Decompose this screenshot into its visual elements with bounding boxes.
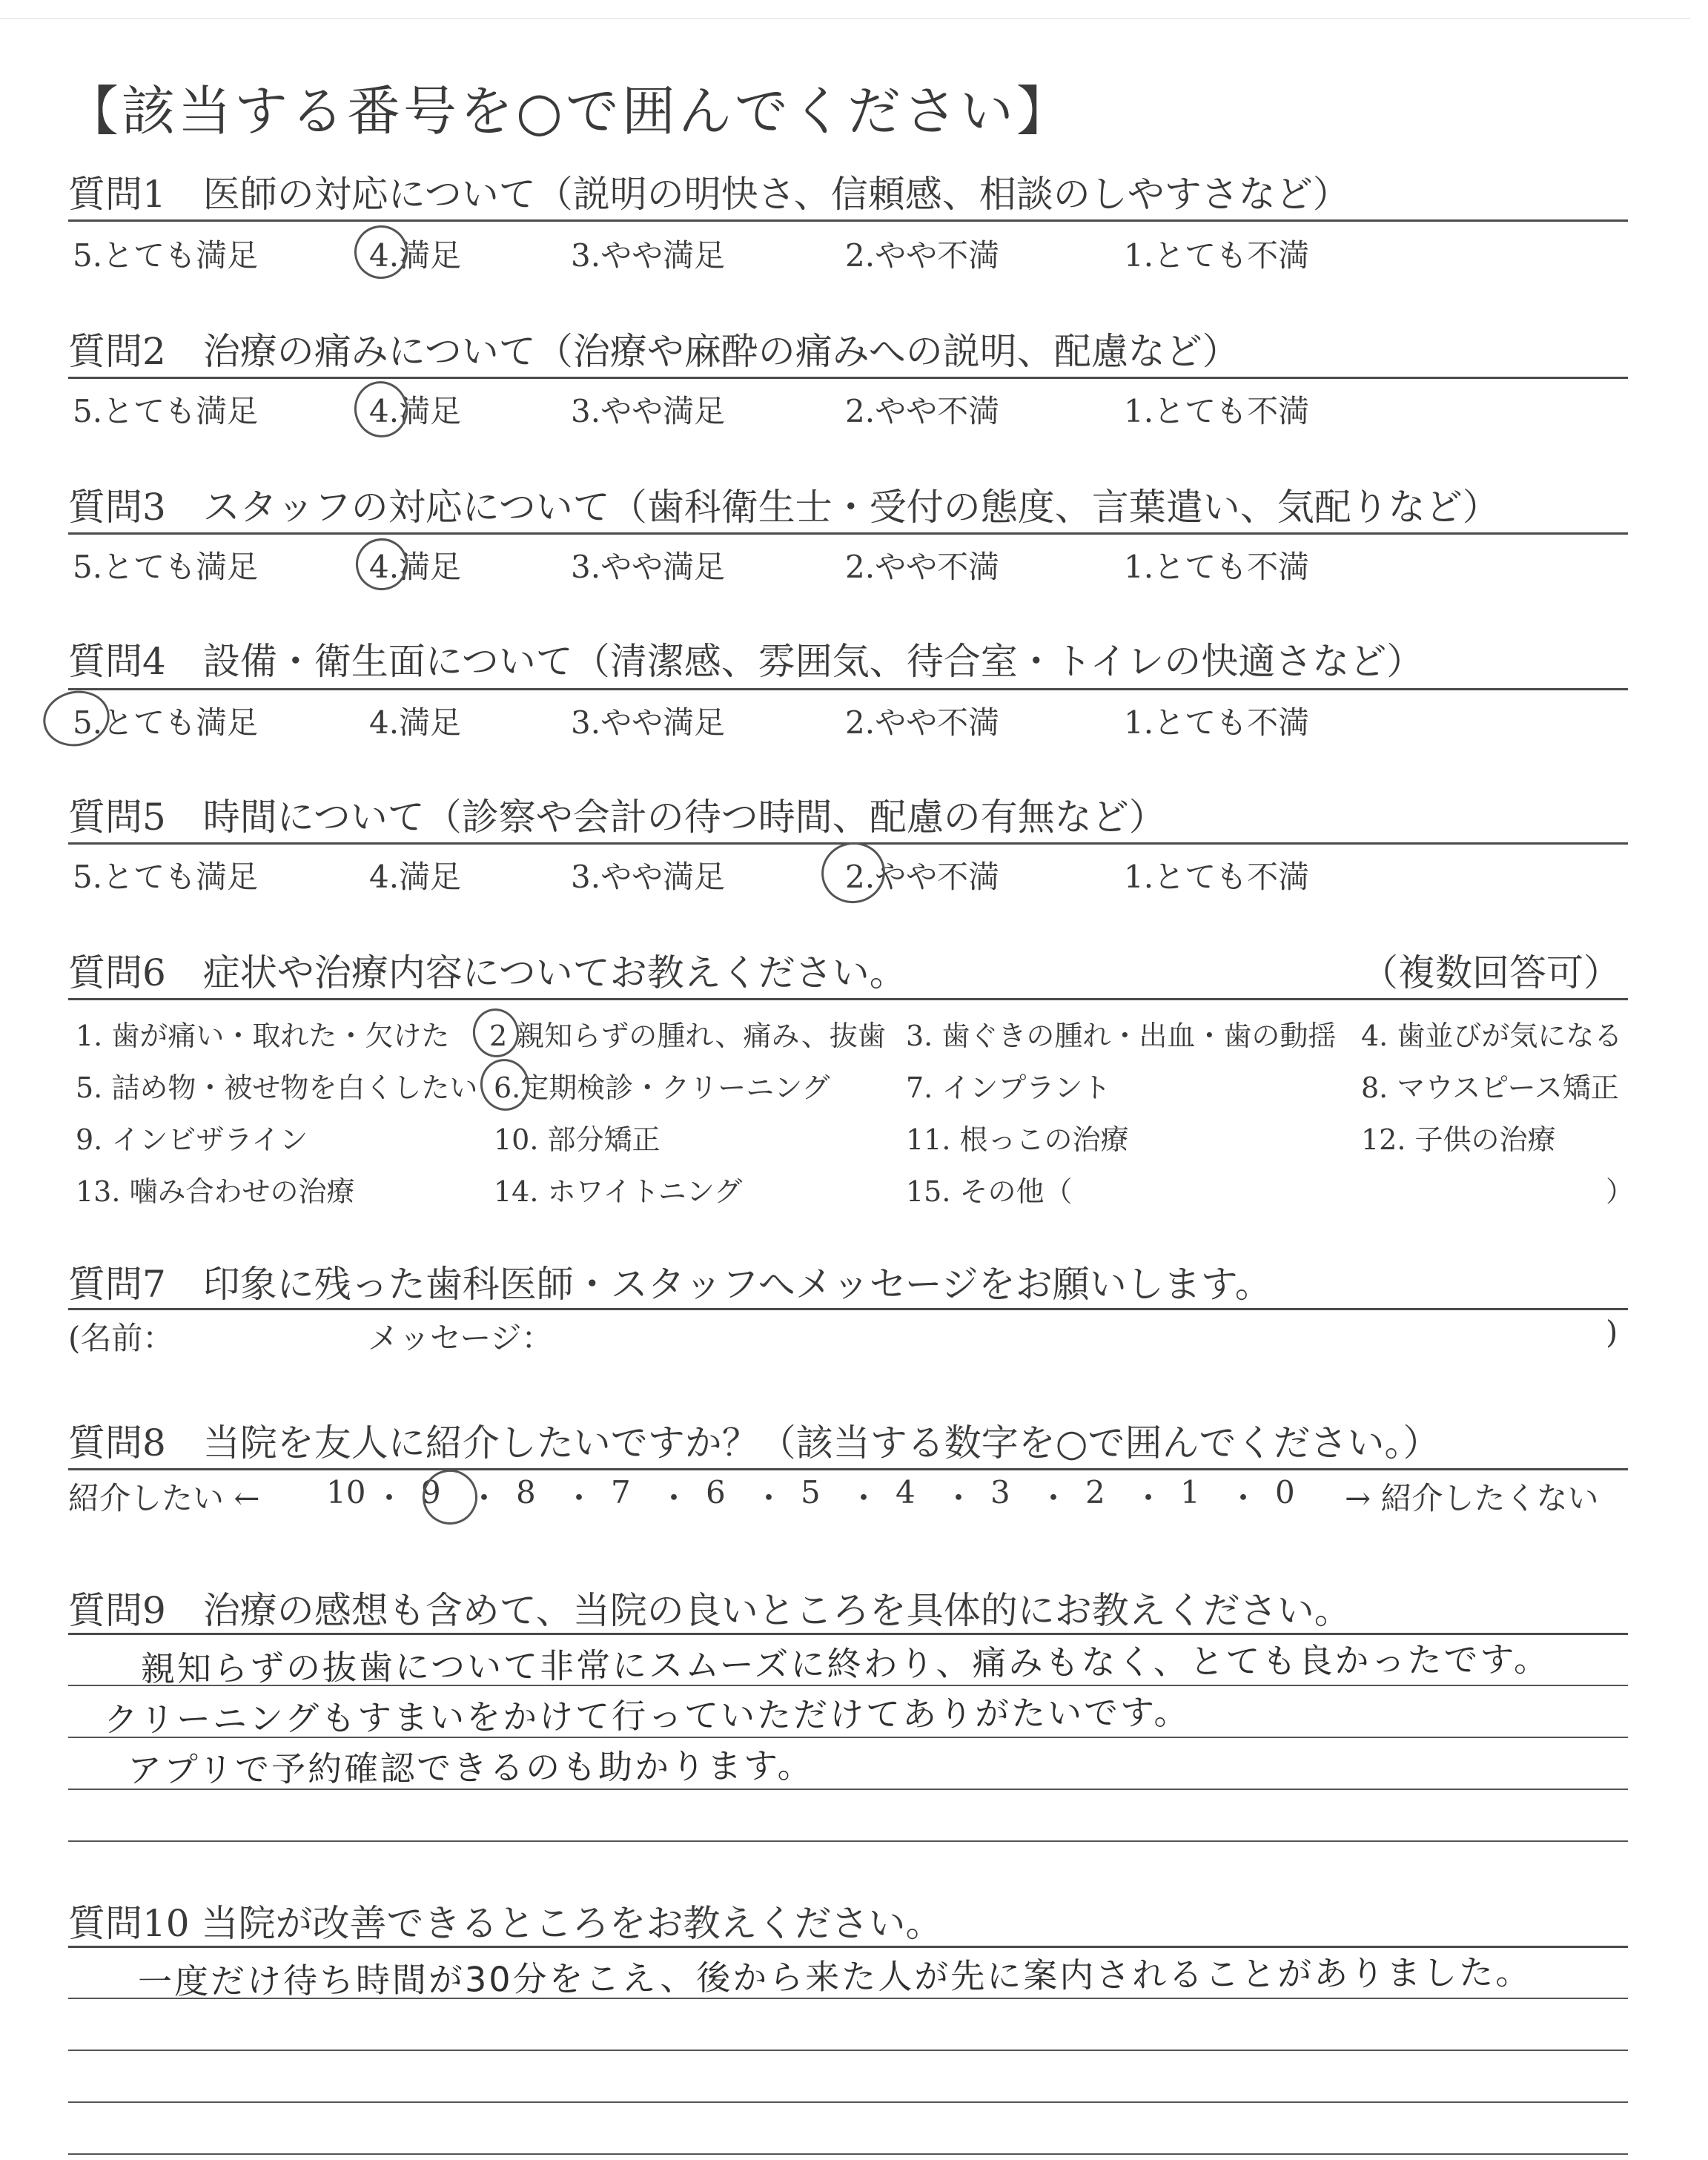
q8-scale-separator: ・ xyxy=(943,1480,975,1516)
q8-scale-separator: ・ xyxy=(658,1480,690,1516)
q5-option-1[interactable]: 1.とても不満 xyxy=(1124,859,1310,895)
q6-item-14[interactable]: 14. ホワイトニング xyxy=(494,1175,743,1208)
q2-option-2[interactable]: 2.やや不満 xyxy=(845,393,1000,429)
question-7-rule xyxy=(68,1308,1628,1310)
question-7-heading: 質問7 印象に残った歯科医師・スタッフへメッセージをお願いします。 xyxy=(68,1263,1272,1306)
q8-scale-4[interactable]: 4 xyxy=(896,1474,916,1510)
question-3-heading: 質問3 スタッフの対応について（歯科衛生士・受付の態度、言葉遣い、気配りなど） xyxy=(68,486,1500,529)
q6-item-4[interactable]: 4. 歯並びが気になる xyxy=(1361,1020,1623,1052)
q2-option-3[interactable]: 3.やや満足 xyxy=(571,393,726,429)
q5-option-3[interactable]: 3.やや満足 xyxy=(571,859,726,895)
q7-message-label: メッセージ： xyxy=(368,1320,553,1356)
q6-item-12[interactable]: 12. 子供の治療 xyxy=(1361,1123,1556,1156)
q8-right-label: → 紹介したくない xyxy=(1345,1480,1599,1516)
q8-left-label: 紹介したい ← xyxy=(68,1480,260,1516)
question-8-rule xyxy=(68,1468,1628,1470)
question-1-rule xyxy=(68,219,1628,222)
question-1-heading: 質問1 医師の対応について（説明の明快さ、信頼感、相談のしやすさなど） xyxy=(68,173,1350,216)
q8-scale-8[interactable]: 8 xyxy=(516,1474,536,1510)
q1-option-3[interactable]: 3.やや満足 xyxy=(571,237,726,274)
q4-option-2[interactable]: 2.やや不満 xyxy=(845,704,1000,741)
q10-answer-line-2 xyxy=(68,2050,1628,2051)
q6-item-10[interactable]: 10. 部分矯正 xyxy=(494,1123,661,1156)
q7-name-label: (名前： xyxy=(68,1320,174,1356)
q9-answer-1: 親知らずの抜歯について非常にスムーズに終わり、痛みもなく、とても良かったです。 xyxy=(140,1639,1551,1689)
q6-item-11[interactable]: 11. 根っこの治療 xyxy=(906,1123,1129,1156)
q10-answer-line-3 xyxy=(68,2101,1628,2103)
question-6-rule xyxy=(68,998,1628,1000)
scan-edge xyxy=(0,18,1690,19)
page-title: 【該当する番号を○で囲んでください】 xyxy=(65,80,1073,142)
q6-item-3[interactable]: 3. 歯ぐきの腫れ・出血・歯の動揺 xyxy=(906,1020,1337,1052)
q8-scale-7[interactable]: 7 xyxy=(611,1474,631,1510)
question-2-heading: 質問2 治療の痛みについて（治療や麻酔の痛みへの説明、配慮など） xyxy=(68,330,1239,373)
q6-item-15[interactable]: 15. その他（ xyxy=(906,1175,1073,1208)
q3-option-5[interactable]: 5.とても満足 xyxy=(73,549,259,585)
q8-scale-separator: ・ xyxy=(469,1480,500,1516)
q5-option-5[interactable]: 5.とても満足 xyxy=(73,859,259,895)
q8-scale-5[interactable]: 5 xyxy=(801,1474,821,1510)
q6-item-1[interactable]: 1. 歯が痛い・取れた・欠けた xyxy=(76,1020,450,1052)
q6-item-6[interactable]: 6.定期検診・クリーニング xyxy=(494,1071,830,1104)
q8-scale-separator: ・ xyxy=(848,1480,880,1516)
q3-option-3[interactable]: 3.やや満足 xyxy=(571,549,726,585)
q10-answer-1: 一度だけ待ち時間が30分をこえ、後から来た人が先に案内されることがありました。 xyxy=(137,1952,1532,2002)
q8-scale-3[interactable]: 3 xyxy=(990,1474,1010,1510)
q1-option-4[interactable]: 4.満足 xyxy=(369,237,462,274)
q3-option-4[interactable]: 4.満足 xyxy=(369,549,462,585)
q9-answer-3: アプリで予約確認できるのも助かります。 xyxy=(127,1745,814,1791)
question-4-heading: 質問4 設備・衛生面について（清潔感、雰囲気、待合室・トイレの快適さなど） xyxy=(68,640,1424,683)
q4-option-5[interactable]: 5.とても満足 xyxy=(73,704,259,741)
q8-scale-separator: ・ xyxy=(753,1480,785,1516)
q8-scale-separator: ・ xyxy=(374,1480,406,1516)
q4-option-4[interactable]: 4.満足 xyxy=(369,704,462,741)
question-4-rule xyxy=(68,688,1628,690)
q9-answer-2: クリーニングもすまいをかけて行っていただけてありがたいです。 xyxy=(103,1691,1191,1740)
q1-option-1[interactable]: 1.とても不満 xyxy=(1124,237,1310,274)
q4-option-1[interactable]: 1.とても不満 xyxy=(1124,704,1310,741)
q7-close-paren: ) xyxy=(1606,1314,1618,1350)
q6-item-13[interactable]: 13. 噛み合わせの治療 xyxy=(76,1175,355,1208)
q8-scale-separator: ・ xyxy=(1133,1480,1165,1516)
q3-option-1[interactable]: 1.とても不満 xyxy=(1124,549,1310,585)
q5-option-2[interactable]: 2.やや不満 xyxy=(845,859,1000,895)
q8-scale-2[interactable]: 2 xyxy=(1085,1474,1105,1510)
q2-option-1[interactable]: 1.とても不満 xyxy=(1124,393,1310,429)
q5-selection-circle xyxy=(815,836,890,909)
q8-scale-separator: ・ xyxy=(1228,1480,1260,1516)
q4-option-3[interactable]: 3.やや満足 xyxy=(571,704,726,741)
q8-scale-9[interactable]: 9 xyxy=(421,1474,441,1510)
question-2-rule xyxy=(68,377,1628,379)
q2-option-4[interactable]: 4.満足 xyxy=(369,393,462,429)
q5-option-4[interactable]: 4.満足 xyxy=(369,859,462,895)
q6-other-close-paren: ） xyxy=(1606,1175,1635,1208)
question-10-heading: 質問10 当院が改善できるところをお教えください。 xyxy=(68,1902,943,1945)
q8-scale-1[interactable]: 1 xyxy=(1180,1474,1200,1510)
q1-option-2[interactable]: 2.やや不満 xyxy=(845,237,1000,274)
q8-scale-separator: ・ xyxy=(563,1480,595,1516)
q10-answer-line-4 xyxy=(68,2153,1628,2155)
q1-option-5[interactable]: 5.とても満足 xyxy=(73,237,259,274)
question-6-note: （複数回答可） xyxy=(1361,951,1621,994)
q2-selection-circle xyxy=(349,376,413,442)
q8-scale-10[interactable]: 10 xyxy=(326,1474,366,1510)
q6-item-8[interactable]: 8. マウスピース矯正 xyxy=(1361,1071,1619,1104)
q9-answer-line-4 xyxy=(68,1840,1628,1842)
q8-scale-0[interactable]: 0 xyxy=(1275,1474,1295,1510)
question-5-heading: 質問5 時間について（診察や会計の待つ時間、配慮の有無など） xyxy=(68,796,1166,839)
q6-item-2[interactable]: 2 親知らずの腫れ、痛み、抜歯 xyxy=(489,1020,886,1052)
question-9-heading: 質問9 治療の感想も含めて、当院の良いところを具体的にお教えください。 xyxy=(68,1589,1351,1632)
q6-item-7[interactable]: 7. インプラント xyxy=(906,1071,1111,1104)
question-6-heading: 質問6 症状や治療内容についてお教えください。 xyxy=(68,951,907,994)
q8-scale-separator: ・ xyxy=(1038,1480,1070,1516)
q6-item-5[interactable]: 5. 詰め物・被せ物を白くしたい xyxy=(76,1071,478,1104)
q6-item-9[interactable]: 9. インビザライン xyxy=(76,1123,308,1156)
q6-selection-circle-6 xyxy=(475,1054,534,1115)
q3-option-2[interactable]: 2.やや不満 xyxy=(845,549,1000,585)
q2-option-5[interactable]: 5.とても満足 xyxy=(73,393,259,429)
q8-scale-6[interactable]: 6 xyxy=(706,1474,726,1510)
question-8-heading: 質問8 当院を友人に紹介したいですか？（該当する数字を○で囲んでください。） xyxy=(68,1421,1440,1464)
question-3-rule xyxy=(68,532,1628,535)
